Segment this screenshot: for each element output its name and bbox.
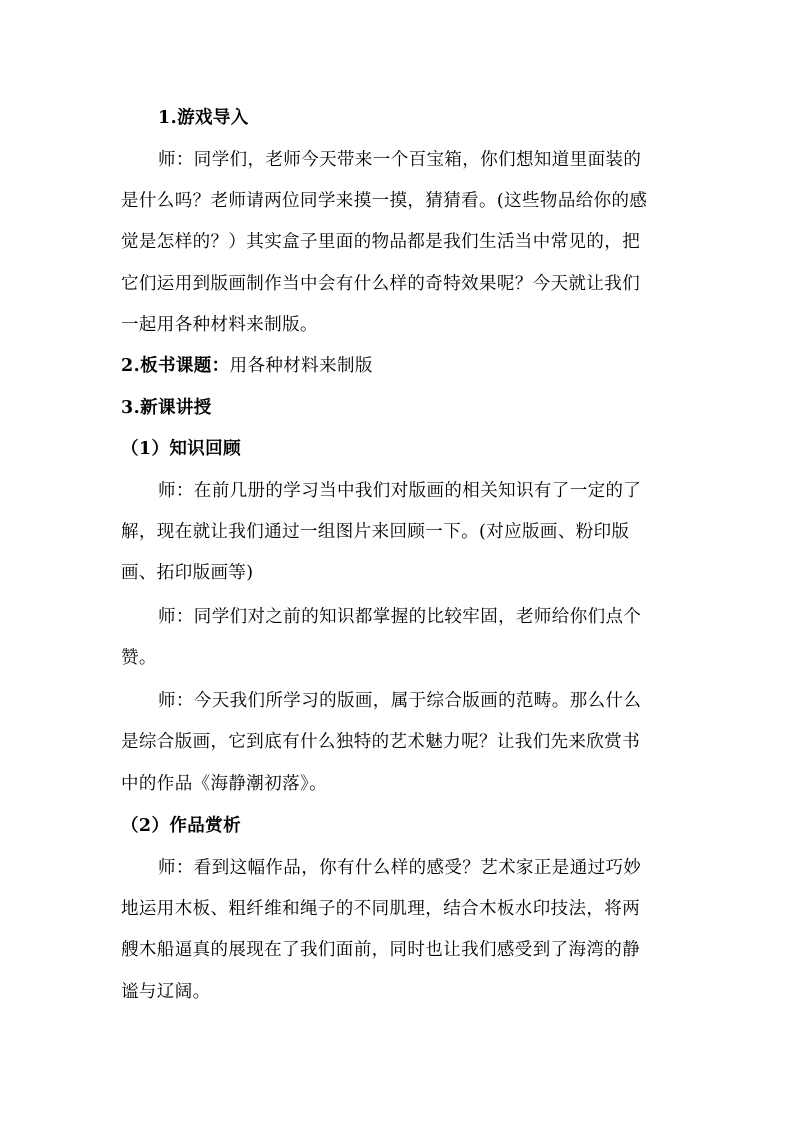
paragraph-line: 师：今天我们所学习的版画，属于综合版画的范畴。那么什么	[158, 691, 642, 711]
section-3-heading: 3.新课讲授	[121, 398, 212, 418]
paragraph-line: 师：看到这幅作品，你有什么样的感受？艺术家正是通过巧妙	[158, 858, 642, 878]
paragraph-line: 画、拓印版画等)	[121, 563, 254, 583]
paragraph-line: 地运用木板、粗纤维和绳子的不同肌理，结合木板水印技法，将两	[121, 899, 641, 919]
paragraph-line: 师：在前几册的学习当中我们对版画的相关知识有了一定的了	[158, 481, 642, 501]
paragraph-line: 谧与辽阔。	[121, 982, 211, 1002]
section-2-title: 用各种材料来制版	[229, 356, 373, 376]
section-1-heading: 1.游戏导入	[158, 108, 249, 128]
paragraph-line: 艘木船逼真的展现在了我们面前，同时也让我们感受到了海湾的静	[121, 940, 641, 960]
paragraph-line: 师：同学们对之前的知识都掌握的比较牢固，老师给你们点个	[158, 607, 642, 627]
paragraph-line: 觉是怎样的？）其实盒子里面的物品都是我们生活当中常见的，把	[121, 232, 641, 252]
paragraph-line: 是什么吗？老师请两位同学来摸一摸，猜猜看。(这些物品给你的感	[121, 191, 648, 211]
paragraph-line: 一起用各种材料来制版。	[121, 315, 318, 335]
section-2-heading	[121, 355, 373, 377]
paragraph-line: 解，现在就让我们通过一组图片来回顾一下。(对应版画、粉印版	[121, 522, 630, 542]
section-2-label: 2.板书课题：	[121, 356, 230, 376]
paragraph-line: 它们运用到版画制作当中会有什么样的奇特效果呢？今天就让我们	[121, 274, 641, 294]
paragraph-line: 赞。	[121, 648, 157, 668]
paragraph-line: 是综合版画，它到底有什么独特的艺术魅力呢？让我们先来欣赏书	[121, 732, 641, 752]
subsection-1-heading: （1）知识回顾	[121, 439, 241, 459]
subsection-2-heading: （2）作品赏析	[121, 816, 241, 836]
paragraph-line: 中的作品《海静潮初落》。	[121, 774, 328, 794]
paragraph-line: 师：同学们，老师今天带来一个百宝箱，你们想知道里面装的	[158, 150, 642, 170]
